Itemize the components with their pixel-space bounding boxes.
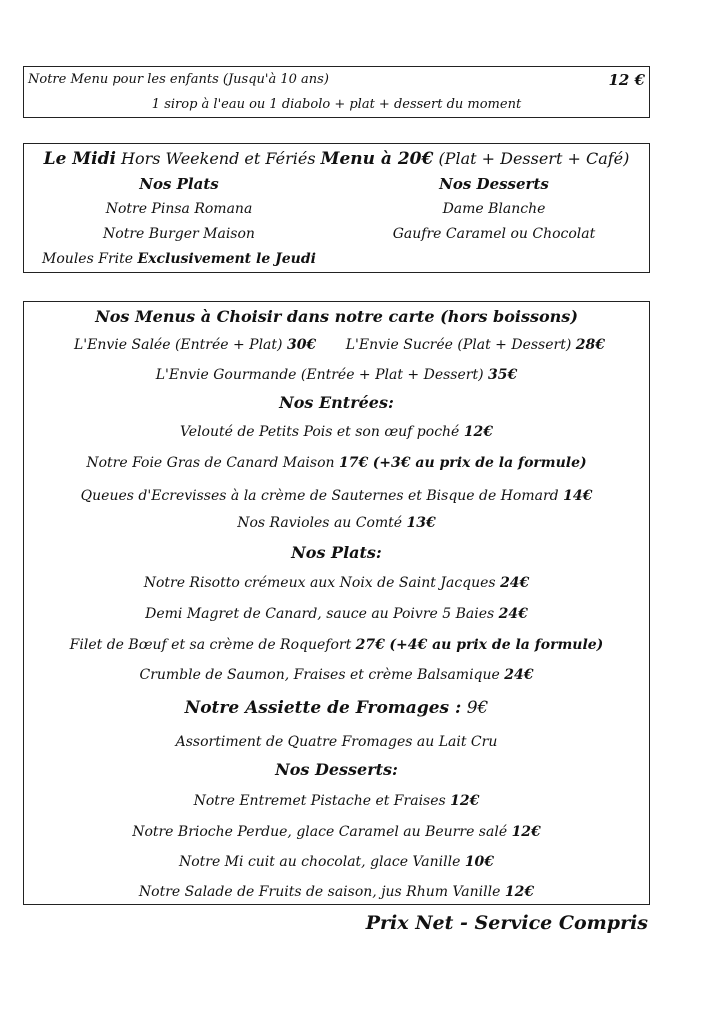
midi-plats-heading: Nos Plats <box>139 175 219 193</box>
plat-name: Notre Risotto crémeux aux Noix de Saint Jacques <box>143 575 496 591</box>
fromages-heading: Notre Assiette de Fromages : <box>184 698 462 718</box>
entree-item <box>24 488 649 504</box>
kids-menu-price: 12 € <box>608 71 645 89</box>
envie-gourmande: L'Envie Gourmande (Entrée + Plat + Dessert) <box>155 367 484 383</box>
midi-header <box>24 149 649 169</box>
plat-price: 24€ <box>504 667 534 683</box>
entree-item <box>24 455 649 471</box>
carte-menu-box <box>23 301 650 905</box>
midi-moules-note: Exclusivement le Jeudi <box>137 251 316 267</box>
entree-name: Queues d'Ecrevisses à la crème de Sauternes et Bisque de Homard <box>80 488 559 504</box>
midi-menu-price: Menu à 20€ <box>320 149 434 169</box>
envie-salee: L'Envie Salée (Entrée + Plat) <box>74 337 283 353</box>
midi-moules-line <box>24 251 334 267</box>
dessert-name: Notre Mi cuit au chocolat, glace Vanille <box>178 854 461 870</box>
midi-dessert-item: Dame Blanche <box>442 201 546 217</box>
fromages-description: Assortiment de Quatre Fromages au Lait Cru <box>175 734 498 750</box>
entree-name: Nos Ravioles au Comté <box>237 515 403 531</box>
dessert-name: Notre Salade de Fruits de saison, jus Rhum Vanille <box>138 884 501 900</box>
plat-item <box>24 606 649 622</box>
midi-label: Le Midi <box>43 149 116 169</box>
envie-sucree: L'Envie Sucrée (Plat + Dessert) <box>345 337 572 353</box>
entree-price: 17€ <box>339 455 369 471</box>
midi-conditions: Hors Weekend et Fériés <box>121 149 316 168</box>
entree-price: 12€ <box>463 424 494 440</box>
midi-plat-item: Notre Burger Maison <box>103 226 255 242</box>
entree-name: Velouté de Petits Pois et son œuf poché <box>179 424 460 440</box>
entree-name: Notre Foie Gras de Canard Maison <box>86 455 335 471</box>
dessert-price: 12€ <box>450 793 480 809</box>
dessert-item <box>24 884 649 900</box>
plat-item <box>24 667 649 683</box>
entree-price: 13€ <box>406 515 436 531</box>
envie-salee-price: 30€ <box>286 337 317 353</box>
dessert-price: 10€ <box>464 854 495 870</box>
entree-item <box>24 515 649 531</box>
plat-name: Crumble de Saumon, Fraises et crème Balsamique <box>139 667 500 683</box>
fromages-price: 9€ <box>466 698 489 718</box>
fromages-heading-line <box>24 698 649 718</box>
plat-price: 24€ <box>500 575 530 591</box>
carte-title: Nos Menus à Choisir dans notre carte (hors boissons) <box>95 307 578 326</box>
dessert-name: Notre Brioche Perdue, glace Caramel au Beurre salé <box>132 824 508 840</box>
kids-menu-box <box>23 66 650 118</box>
midi-dessert-item: Gaufre Caramel ou Chocolat <box>392 226 596 242</box>
plats-heading: Nos Plats: <box>291 543 382 562</box>
midi-plat-item: Notre Pinsa Romana <box>105 201 253 217</box>
entree-item <box>24 424 649 440</box>
plat-price: 24€ <box>498 606 528 622</box>
footer-note: Prix Net - Service Compris <box>365 912 648 934</box>
midi-menu-box <box>23 143 650 273</box>
entree-price: 14€ <box>563 488 593 504</box>
kids-menu-description: 1 sirop à l'eau ou 1 diabolo + plat + dessert du moment <box>151 97 522 112</box>
dessert-item <box>24 854 649 870</box>
midi-menu-contents: (Plat + Dessert + Café) <box>438 149 630 168</box>
envie-gourmande-line <box>24 367 649 383</box>
envie-sucree-line <box>346 337 605 353</box>
dessert-name: Notre Entremet Pistache et Fraises <box>193 793 446 809</box>
plat-item <box>24 575 649 591</box>
entrees-heading: Nos Entrées: <box>279 393 394 412</box>
kids-menu-title: Notre Menu pour les enfants (Jusqu'à 10 ans) <box>28 72 329 87</box>
dessert-price: 12€ <box>504 884 535 900</box>
plat-formule-supplement: (+4€ au prix de la formule) <box>389 637 604 653</box>
envie-sucree-price: 28€ <box>575 337 605 353</box>
dessert-item <box>24 793 649 809</box>
entree-formule-supplement: (+3€ au prix de la formule) <box>372 455 587 471</box>
plat-item <box>24 637 649 653</box>
plat-name: Filet de Bœuf et sa crème de Roquefort <box>69 637 352 653</box>
plat-name: Demi Magret de Canard, sauce au Poivre 5 Baies <box>145 606 495 622</box>
desserts-heading: Nos Desserts: <box>275 760 398 779</box>
dessert-item <box>24 824 649 840</box>
envie-salee-line <box>74 337 316 353</box>
plat-price: 27€ <box>355 637 385 653</box>
midi-moules: Moules Frite <box>42 251 134 267</box>
midi-desserts-heading: Nos Desserts <box>439 175 549 193</box>
envie-gourmande-price: 35€ <box>488 367 518 383</box>
dessert-price: 12€ <box>511 824 541 840</box>
